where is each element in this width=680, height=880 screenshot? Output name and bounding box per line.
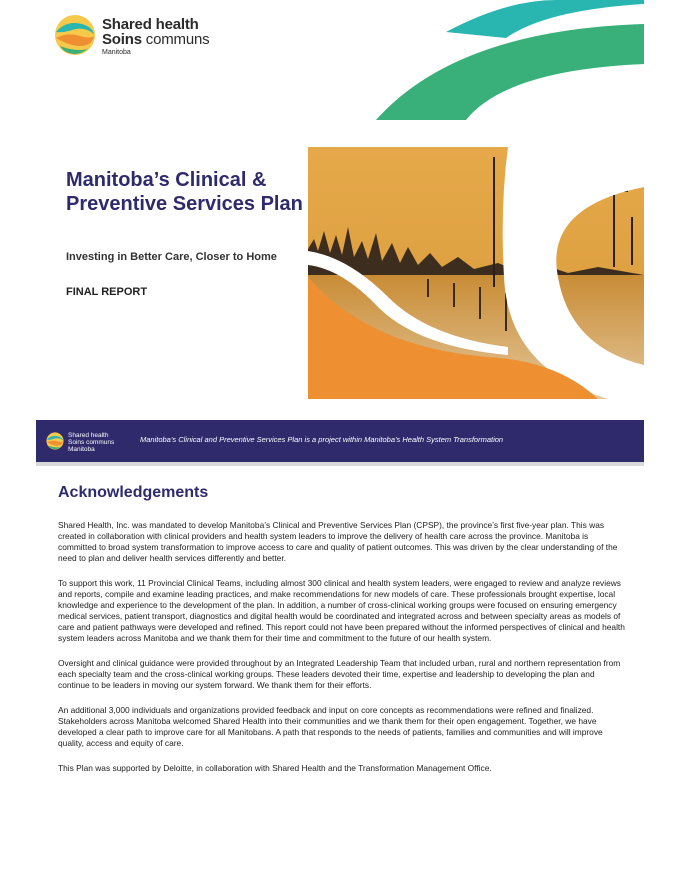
paragraph: Oversight and clinical guidance were provided throughout by an Integrated Leadership Team that included urban, rural and northern representation from each specialty team and the cross-clinical working groups. These leaders devoted their time, expertise and leadership to developing the plan and continue to be leaders in moving our system forward. We thank them for their efforts. <box>58 658 621 690</box>
banner-logo-line-2: Soins communs <box>68 439 115 446</box>
section-heading: Acknowledgements <box>58 484 209 501</box>
cover <box>36 0 644 466</box>
paragraph: This Plan was supported by Deloitte, in collaboration with Shared Health and the Transformation Management Office. <box>58 763 492 773</box>
paragraph: An additional 3,000 individuals and organizations provided feedback and input on core concepts as recommendations were refined and finalized. Stakeholders across Manitoba welcomed Shared Health into their communities and we thank them for their open engagement. Together, we have developed a clear path to improve care for all Manitobans. A path that responds to the needs of patients, families and communities and will improve quality, access and equity of care. <box>58 705 603 748</box>
acknowledgements-section <box>58 484 626 788</box>
cover-photo <box>308 147 644 399</box>
paragraph: To support this work, 11 Provincial Clinical Teams, including almost 300 clinical and health system leaders, were engaged to review and analyze reviews and reports, compile and examine leading practices, and make recommendations for new models of care. These professionals brought expertise, local knowledge and experience to the development of the plan. In addition, a number of cross-clinical working groups were focused on ensuring emergency medical services, patient transport, diagnostics and digital health would be coordinated and integrated across and between specialty areas as models of care and patient pathways were developed and refined. This report could not have been prepared without the informed perspectives of clinical and health system leaders across Manitoba and we thank them for their time and commitment to the future of our health system. <box>58 578 625 643</box>
logo-line-1: Shared health <box>102 16 199 33</box>
page-title: Manitoba’s Clinical & Preventive Services Plan <box>66 169 303 215</box>
banner-logo <box>46 430 126 452</box>
logo-soins: Soins <box>102 31 142 48</box>
subtitle: Investing in Better Care, Closer to Home <box>66 251 277 263</box>
paragraph: Shared Health, Inc. was mandated to develop Manitoba’s Clinical and Preventive Services Plan (CPSP), the province’s first five-year plan. This was created in collaboration with clinical providers and health system leaders to improve the delivery of health care across the province. Manitoba is committed to broad system transformation to improve access to care and quality of patient outcomes. This was driven by the clear understanding of the need to plan and deliver health services differently and better. <box>58 520 618 563</box>
logo-manitoba: Manitoba <box>102 49 131 56</box>
logo-line-2 <box>102 32 209 47</box>
banner-logo-text <box>68 432 114 453</box>
logo-text <box>102 17 209 56</box>
logo-mark-icon <box>54 14 96 56</box>
banner-logo-line-3: Manitoba <box>68 446 95 453</box>
banner-logo-line-1: Shared health <box>68 432 109 439</box>
logo-communs: communs <box>141 31 210 48</box>
footer-banner <box>36 420 644 466</box>
banner-logo-mark-icon <box>46 432 64 450</box>
report-label: FINAL REPORT <box>66 286 148 298</box>
report-page <box>36 0 644 880</box>
banner-text: Manitoba’s Clinical and Preventive Services Plan is a project within Manitoba’s Health System Transformation <box>140 435 504 444</box>
shared-health-logo <box>54 14 214 60</box>
